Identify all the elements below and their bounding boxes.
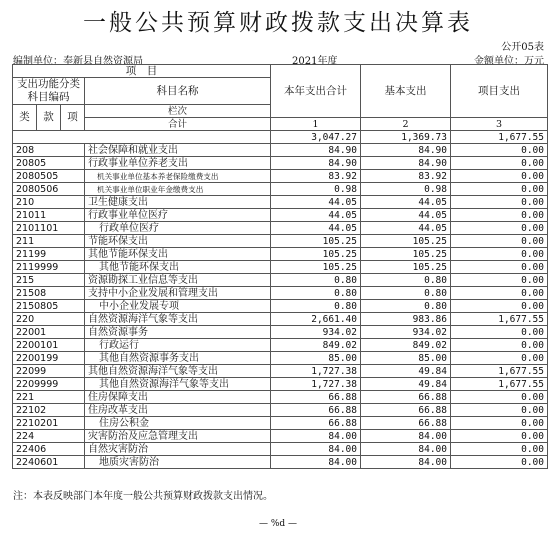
col-no-1: 1 — [271, 118, 361, 131]
row-code: 22099 — [13, 365, 85, 378]
row-name: 其他自然资源事务支出 — [85, 352, 271, 365]
row-project: 0.00 — [451, 144, 548, 157]
table-row — [13, 248, 548, 261]
kuan-header: 款 — [37, 105, 61, 131]
amount-unit: 金额单位：万元 — [474, 56, 544, 67]
row-project: 0.00 — [451, 157, 548, 170]
row-total: 849.02 — [271, 339, 361, 352]
sub-name-header: 科目名称 — [85, 78, 271, 105]
table-row — [13, 430, 548, 443]
row-project: 0.00 — [451, 339, 548, 352]
lei-header: 类 — [13, 105, 37, 131]
row-name: 机关事业单位职业年金缴费支出 — [85, 183, 271, 196]
row-project: 0.00 — [451, 222, 548, 235]
row-code: 2200101 — [13, 339, 85, 352]
table-row — [13, 287, 548, 300]
row-code: 22406 — [13, 443, 85, 456]
row-name: 其他自然资源海洋气象等支出 — [85, 365, 271, 378]
row-total: 105.25 — [271, 235, 361, 248]
total-header: 本年支出合计 — [271, 65, 361, 118]
row-name: 行政单位医疗 — [85, 222, 271, 235]
row-basic: 44.05 — [361, 222, 451, 235]
col-no-2: 2 — [361, 118, 451, 131]
row-total: 66.88 — [271, 391, 361, 404]
row-code: 2080506 — [13, 183, 85, 196]
row-basic: 49.84 — [361, 378, 451, 391]
row-code: 21508 — [13, 287, 85, 300]
row-name: 节能环保支出 — [85, 235, 271, 248]
row-project: 1,677.55 — [451, 313, 548, 326]
row-code: 2080505 — [13, 170, 85, 183]
fiscal-year: 2021年度 — [292, 56, 338, 67]
totals-basic: 1,369.73 — [361, 131, 451, 144]
row-code: 2209999 — [13, 378, 85, 391]
table-row — [13, 391, 548, 404]
row-total: 105.25 — [271, 261, 361, 274]
totals-row — [13, 131, 548, 144]
row-project: 0.00 — [451, 443, 548, 456]
row-code: 224 — [13, 430, 85, 443]
table-row — [13, 235, 548, 248]
table-row — [13, 326, 548, 339]
row-total: 66.88 — [271, 404, 361, 417]
table-row — [13, 313, 548, 326]
table-row — [13, 300, 548, 313]
table-row — [13, 170, 548, 183]
row-name: 自然资源海洋气象等支出 — [85, 313, 271, 326]
row-basic: 0.98 — [361, 183, 451, 196]
row-code: 2101101 — [13, 222, 85, 235]
row-code: 211 — [13, 235, 85, 248]
row-project: 0.00 — [451, 352, 548, 365]
row-basic: 85.00 — [361, 352, 451, 365]
row-basic: 84.90 — [361, 144, 451, 157]
row-name: 行政运行 — [85, 339, 271, 352]
row-total: 0.80 — [271, 274, 361, 287]
row-project: 0.00 — [451, 417, 548, 430]
row-total: 934.02 — [271, 326, 361, 339]
row-code: 22001 — [13, 326, 85, 339]
item-header: 项 目 — [13, 65, 271, 78]
row-basic: 849.02 — [361, 339, 451, 352]
row-code: 220 — [13, 313, 85, 326]
row-basic: 44.05 — [361, 196, 451, 209]
header-row-1 — [13, 65, 548, 78]
row-name: 其他节能环保支出 — [85, 261, 271, 274]
row-project: 0.00 — [451, 170, 548, 183]
table-row — [13, 183, 548, 196]
row-code: 2210201 — [13, 417, 85, 430]
row-name: 住房保障支出 — [85, 391, 271, 404]
row-name: 行政事业单位医疗 — [85, 209, 271, 222]
sum-label: 合计 — [85, 118, 271, 131]
table-row — [13, 417, 548, 430]
row-code: 215 — [13, 274, 85, 287]
row-code: 21011 — [13, 209, 85, 222]
row-name: 行政事业单位养老支出 — [85, 157, 271, 170]
row-project: 0.00 — [451, 456, 548, 469]
row-project: 0.00 — [451, 183, 548, 196]
row-name: 卫生健康支出 — [85, 196, 271, 209]
row-code: 210 — [13, 196, 85, 209]
xiang-header: 项 — [61, 105, 85, 131]
row-code: 22102 — [13, 404, 85, 417]
row-name: 其他自然资源海洋气象等支出 — [85, 378, 271, 391]
row-name: 自然灾害防治 — [85, 443, 271, 456]
table-row — [13, 378, 548, 391]
footnote: 注：本表反映部门本年度一般公共预算财政拨款支出情况。 — [13, 491, 273, 502]
page-marker: — %d — — [258, 519, 298, 529]
row-project: 1,677.55 — [451, 378, 548, 391]
column-no-header: 栏次 — [85, 105, 271, 118]
row-basic: 934.02 — [361, 326, 451, 339]
row-code: 221 — [13, 391, 85, 404]
row-project: 0.00 — [451, 287, 548, 300]
row-code: 2200199 — [13, 352, 85, 365]
page-title: 一般公共预算财政拨款支出决算表 — [83, 10, 473, 36]
totals-total: 3,047.27 — [271, 131, 361, 144]
table-row — [13, 352, 548, 365]
row-total: 105.25 — [271, 248, 361, 261]
row-project: 0.00 — [451, 261, 548, 274]
row-basic: 84.90 — [361, 157, 451, 170]
header-row-5 — [13, 118, 548, 131]
row-code: 2119999 — [13, 261, 85, 274]
row-total: 44.05 — [271, 209, 361, 222]
row-total: 84.00 — [271, 443, 361, 456]
row-total: 84.00 — [271, 430, 361, 443]
table-row — [13, 196, 548, 209]
row-project: 0.00 — [451, 209, 548, 222]
table-row — [13, 365, 548, 378]
row-name: 地质灾害防治 — [85, 456, 271, 469]
table-row — [13, 222, 548, 235]
table-row — [13, 404, 548, 417]
row-code: 2150805 — [13, 300, 85, 313]
table-row — [13, 144, 548, 157]
row-basic: 105.25 — [361, 235, 451, 248]
row-total: 84.90 — [271, 144, 361, 157]
row-basic: 84.00 — [361, 430, 451, 443]
row-name: 住房公积金 — [85, 417, 271, 430]
table-row — [13, 339, 548, 352]
row-code: 208 — [13, 144, 85, 157]
row-basic: 66.88 — [361, 404, 451, 417]
row-basic: 84.00 — [361, 443, 451, 456]
table-row — [13, 274, 548, 287]
row-basic: 105.25 — [361, 248, 451, 261]
func-code-header: 支出功能分类科目编码 — [13, 78, 85, 105]
row-total: 44.05 — [271, 196, 361, 209]
totals-label-cell — [13, 131, 271, 144]
row-project: 0.00 — [451, 196, 548, 209]
row-total: 83.92 — [271, 170, 361, 183]
row-code: 2240601 — [13, 456, 85, 469]
row-total: 85.00 — [271, 352, 361, 365]
row-name: 资源勘探工业信息等支出 — [85, 274, 271, 287]
row-project: 0.00 — [451, 391, 548, 404]
table-code: 公开05表 — [501, 42, 544, 53]
row-code: 21199 — [13, 248, 85, 261]
table-row — [13, 209, 548, 222]
row-total: 66.88 — [271, 417, 361, 430]
row-total: 44.05 — [271, 222, 361, 235]
row-basic: 0.80 — [361, 287, 451, 300]
row-name: 住房改革支出 — [85, 404, 271, 417]
row-basic: 0.80 — [361, 300, 451, 313]
totals-project: 1,677.55 — [451, 131, 548, 144]
row-basic: 983.86 — [361, 313, 451, 326]
row-basic: 44.05 — [361, 209, 451, 222]
row-code: 20805 — [13, 157, 85, 170]
table-row — [13, 261, 548, 274]
row-total: 84.00 — [271, 456, 361, 469]
row-project: 0.00 — [451, 274, 548, 287]
row-name: 其他节能环保支出 — [85, 248, 271, 261]
row-basic: 66.88 — [361, 417, 451, 430]
row-name: 自然资源事务 — [85, 326, 271, 339]
row-basic: 0.80 — [361, 274, 451, 287]
row-project: 0.00 — [451, 235, 548, 248]
row-name: 灾害防治及应急管理支出 — [85, 430, 271, 443]
table-row — [13, 443, 548, 456]
row-total: 1,727.38 — [271, 365, 361, 378]
row-total: 0.80 — [271, 287, 361, 300]
basic-header: 基本支出 — [361, 65, 451, 118]
row-basic: 83.92 — [361, 170, 451, 183]
row-project: 0.00 — [451, 300, 548, 313]
row-name: 支持中小企业发展和管理支出 — [85, 287, 271, 300]
row-project: 0.00 — [451, 404, 548, 417]
reporting-unit: 编制单位：奉新县自然资源局 — [13, 56, 143, 67]
row-name: 社会保障和就业支出 — [85, 144, 271, 157]
project-header: 项目支出 — [451, 65, 548, 118]
row-total: 0.80 — [271, 300, 361, 313]
row-total: 1,727.38 — [271, 378, 361, 391]
expenditure-table — [12, 64, 548, 469]
row-basic: 105.25 — [361, 261, 451, 274]
row-project: 0.00 — [451, 430, 548, 443]
row-total: 0.98 — [271, 183, 361, 196]
table-row — [13, 157, 548, 170]
row-total: 2,661.40 — [271, 313, 361, 326]
row-project: 0.00 — [451, 326, 548, 339]
row-basic: 49.84 — [361, 365, 451, 378]
row-project: 0.00 — [451, 248, 548, 261]
row-total: 84.90 — [271, 157, 361, 170]
row-basic: 84.00 — [361, 456, 451, 469]
row-project: 1,677.55 — [451, 365, 548, 378]
table-row — [13, 456, 548, 469]
col-no-3: 3 — [451, 118, 548, 131]
row-name: 机关事业单位基本养老保险缴费支出 — [85, 170, 271, 183]
row-basic: 66.88 — [361, 391, 451, 404]
row-name: 中小企业发展专项 — [85, 300, 271, 313]
